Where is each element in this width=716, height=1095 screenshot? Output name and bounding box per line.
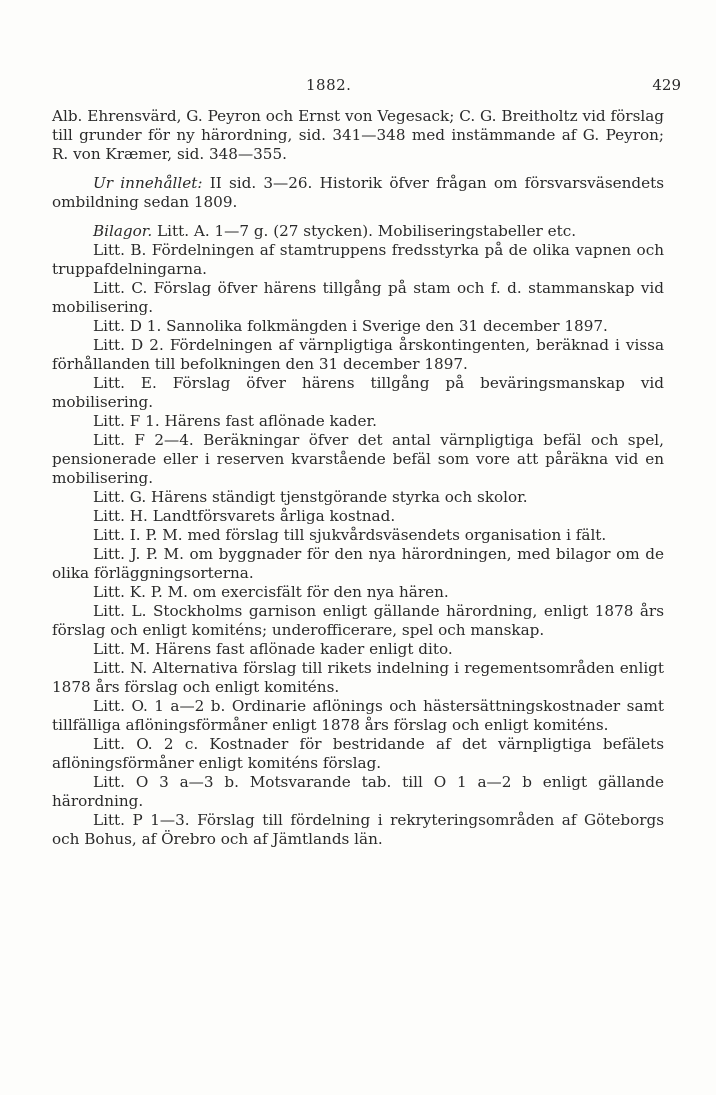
appendix-litt-j: Litt. J. P. M. om byggnader för den nya härordningen, med bilagor om de olika förläggningsorterna. [52, 545, 664, 582]
page-number: 429 [652, 76, 681, 94]
appendix-litt-h: Litt. H. Landtförsvarets årliga kostnad. [93, 507, 396, 525]
appendix-litt-g: Litt. G. Härens ständigt tjenstgörande styrka och skolor. [93, 488, 528, 506]
paragraph-speakers: Alb. Ehrensvärd, G. Peyron och Ernst von Vegesack; C. G. Breitholtz vid förslag till grunder för ny härordning, sid. 341—348 med instämmande af G. Peyron; R. von Kræmer, sid. 348—355. [52, 107, 664, 163]
appendix-litt-c: Litt. C. Förslag öfver härens tillgång på stam och f. d. stammanskap vid mobilisering. [52, 279, 664, 316]
appendix-litt-o1: Litt. O. 1 a—2 b. Ordinarie aflönings och hästersättningskostnader samt tillfälliga aflöningsförmåner enligt 1878 års förslag och enligt komiténs. [52, 697, 664, 734]
appendix-litt-k: Litt. K. P. M. om exercisfält för den nya hären. [93, 583, 449, 601]
appendix-litt-m: Litt. M. Härens fast aflönade kader enligt dito. [93, 640, 453, 658]
appendix-litt-f1: Litt. F 1. Härens fast aflönade kader. [93, 412, 377, 430]
appendix-litt-o2: Litt. O. 2 c. Kostnader för bestridande af det värnpligtiga befälets aflöningsförmåner enligt komiténs förslag. [52, 735, 664, 772]
body-text [52, 107, 664, 849]
appendix-litt-p: Litt. P 1—3. Förslag till fördelning i rekryteringsområden af Göteborgs och Bohus, af Örebro och af Jämtlands län. [52, 811, 664, 848]
header-year: 1882. [306, 76, 352, 94]
lead-contents: Ur innehållet: [93, 174, 203, 192]
appendix-litt-n: Litt. N. Alternativa förslag till rikets indelning i regementsområden enligt 1878 års förslag och enligt komiténs. [52, 659, 664, 696]
appendix-litt-o3: Litt. O 3 a—3 b. Motsvarande tab. till O 1 a—2 b enligt gällande härordning. [52, 773, 664, 810]
lead-appendices: Bilagor. [93, 222, 153, 240]
appendix-litt-l: Litt. L. Stockholms garnison enligt gällande härordning, enligt 1878 års förslag och enligt komiténs; underofficerare, spel och manskap. [52, 602, 664, 639]
running-header [0, 76, 716, 98]
appendix-litt-d1: Litt. D 1. Sannolika folkmängden i Sverige den 31 december 1897. [93, 317, 608, 335]
paragraph-contents: Ur innehållet: II sid. 3—26. Historik öfver frågan om försvarsväsendets ombildning sedan 1809. [52, 174, 664, 211]
appendix-litt-e: Litt. E. Förslag öfver härens tillgång på beväringsmanskap vid mobilisering. [52, 374, 664, 411]
appendix-litt-i: Litt. I. P. M. med förslag till sjukvårdsväsendets organisation i fält. [93, 526, 607, 544]
appendix-litt-b: Litt. B. Fördelningen af stamtruppens fredsstyrka på de olika vapnen och truppafdelningarna. [52, 241, 664, 278]
appendix-litt-d2: Litt. D 2. Fördelningen af värnpligtiga årskontingenten, beräknad i vissa förhållanden till befolkningen den 31 december 1897. [52, 336, 664, 373]
paragraph-appendices: Bilagor. Litt. A. 1—7 g. (27 stycken). Mobiliseringstabeller etc. [93, 222, 577, 240]
appendix-litt-f2-4: Litt. F 2—4. Beräkningar öfver det antal värnpligtiga befäl och spel, pensionerade eller i reserven kvarstående befäl som vore att påräkna vid en mobilisering. [52, 431, 664, 487]
